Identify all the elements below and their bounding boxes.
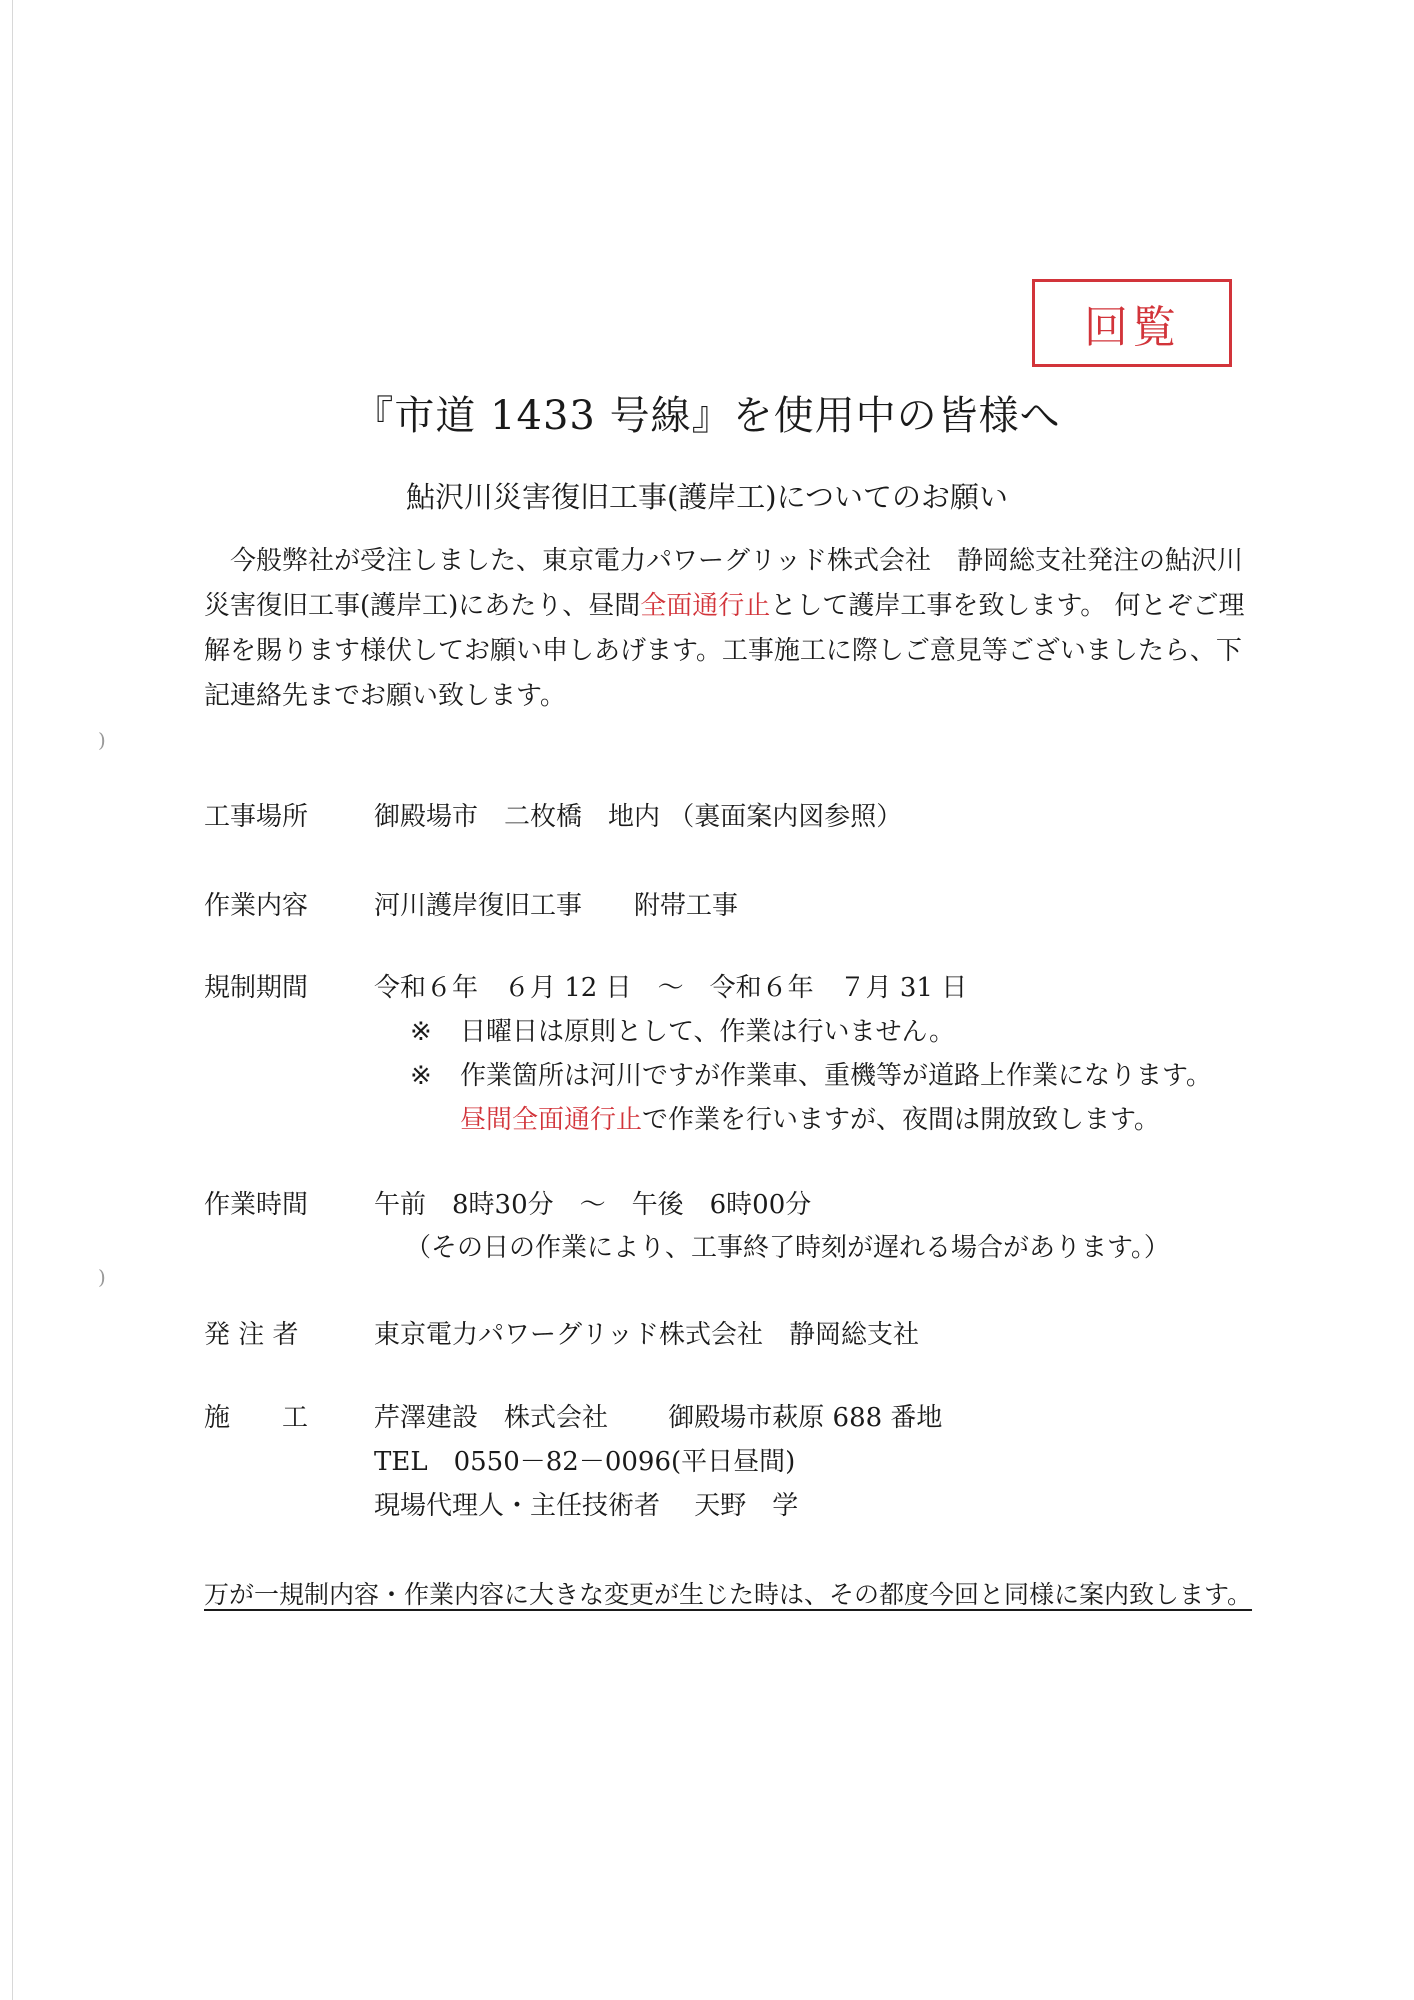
- period-note-3-highlight: 昼間全面通行止: [460, 1105, 643, 1135]
- intro-text-1: 今般弊社が受注しました、東京電力パワーグリッド株式会社 静岡総支社発注の鮎沢川災害復旧工事(護岸工)にあたり、昼間: [204, 546, 1243, 621]
- page-subtitle: 鮎沢川災害復旧工事(護岸工)についてのお願い: [405, 480, 1009, 514]
- period-note-2: [410, 1056, 1212, 1096]
- contractor-label: 施 工: [204, 1403, 309, 1433]
- hours-label: 作業時間: [204, 1190, 309, 1220]
- period-note-1: [410, 1012, 955, 1052]
- scan-edge-line: [12, 0, 13, 2000]
- period-note-3: [460, 1100, 1160, 1140]
- orderer-value: 東京電力パワーグリッド株式会社 静岡総支社: [374, 1320, 919, 1350]
- page-title: 『市道 1433 号線』を使用中の皆様へ: [353, 393, 1061, 439]
- location-label: 工事場所: [204, 802, 309, 832]
- circulation-stamp: 回覧: [1032, 279, 1232, 367]
- period-value: 令和６年 ６月 12 日 ～ 令和６年 ７月 31 日: [374, 973, 968, 1003]
- intro-highlight: 全面通行止: [640, 591, 771, 621]
- intro-paragraph: [204, 539, 1254, 719]
- work-value: 河川護岸復旧工事 附帯工事: [374, 891, 739, 921]
- scan-mark: ): [98, 1265, 106, 1289]
- contractor-line-2: TEL 0550－82－0096(平日昼間): [374, 1447, 796, 1477]
- hours-value: 午前 8時30分 ～ 午後 6時00分: [374, 1190, 812, 1220]
- intro-text-2: として護岸工事を致します。 何とぞご理解を賜ります様伏してお願い申しあげます。工事施工に際しご意見等ございましたら、下記連絡先までお願い致します。: [204, 591, 1245, 711]
- period-note-2-text: 作業箇所は河川ですが作業車、重機等が道路上作業になります。: [460, 1061, 1212, 1091]
- location-value: 御殿場市 二枚橋 地内 （裏面案内図参照）: [374, 802, 903, 832]
- footer-notice: 万が一規制内容・作業内容に大きな変更が生じた時は、その都度今回と同様に案内致します。: [204, 1580, 1253, 1609]
- contractor-line-3: 現場代理人・主任技術者 天野 学: [374, 1491, 799, 1521]
- contractor-line-1: 芹澤建設 株式会社 御殿場市萩原 688 番地: [374, 1403, 943, 1433]
- note-mark: ※: [410, 1017, 432, 1047]
- period-label: 規制期間: [204, 973, 309, 1003]
- note-mark: ※: [410, 1061, 432, 1091]
- orderer-label: 発 注 者: [204, 1320, 299, 1350]
- period-note-1-text: 日曜日は原則として、作業は行いません。: [460, 1017, 956, 1047]
- scan-mark: ): [98, 728, 106, 752]
- period-note-3-text: で作業を行いますが、夜間は開放致します。: [642, 1105, 1160, 1135]
- work-label: 作業内容: [204, 891, 309, 921]
- hours-note: （その日の作業により、工事終了時刻が遅れる場合があります。）: [405, 1233, 1170, 1263]
